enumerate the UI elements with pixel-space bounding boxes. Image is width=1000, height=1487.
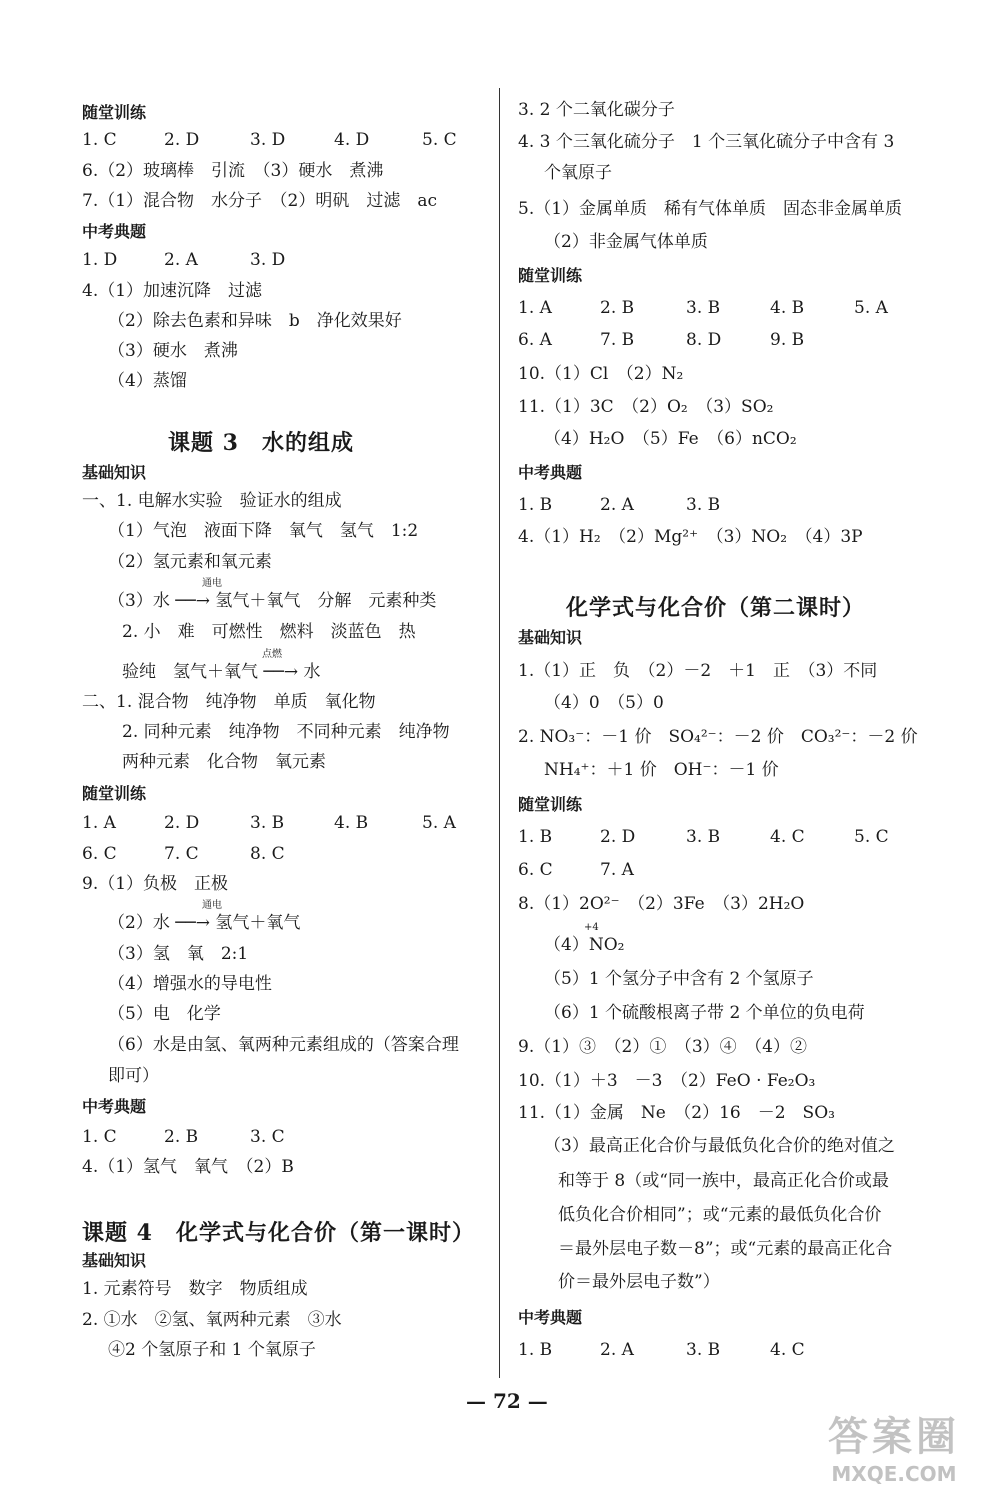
reaction-condition: 通电 (202, 578, 222, 589)
answer-line: 11.（1）3C （2）O₂ （3）SO₂ (518, 397, 774, 417)
answer-line (518, 860, 938, 880)
answer-cell: 4. B (770, 298, 805, 318)
answer-cell: 3. B (250, 813, 285, 833)
answer-line (82, 813, 502, 833)
answer-cell: 1. C (82, 130, 117, 150)
section-heading: 基础知识 (82, 1251, 147, 1270)
answer-line (518, 298, 938, 318)
answer-line: 1. 元素符号 数字 物质组成 (82, 1279, 308, 1299)
answer-line: （4）0 （5）0 (544, 693, 664, 713)
answer-cell: 1. A (82, 813, 116, 833)
answer-line: 4.（1）氢气 氧气 （2）B (82, 1157, 294, 1177)
answer-cell: 4. B (334, 813, 369, 833)
answer-line: （6）水是由氢、氧两种元素组成的（答案合理 (108, 1035, 459, 1055)
answer-line: （6）1 个硫酸根离子带 2 个单位的负电荷 (544, 1003, 865, 1023)
watermark-logo: 答案圈 (828, 1414, 960, 1460)
section-heading: 随堂训练 (82, 784, 147, 803)
answer-cell: 5. C (854, 827, 889, 847)
section-heading: 中考典题 (518, 463, 583, 482)
answer-line: NH₄⁺：＋1 价 OH⁻：－1 价 (544, 760, 779, 780)
answer-line: 9.（1）③ （2）① （3）④ （4）② (518, 1037, 807, 1057)
answer-line: （3）硬水 煮沸 (108, 341, 238, 361)
answer-cell: 1. B (518, 827, 553, 847)
answer-cell: 8. C (250, 844, 285, 864)
answer-line (82, 130, 502, 150)
answer-line: 二、1. 混合物 纯净物 单质 氧化物 (82, 692, 376, 712)
answer-cell: 3. D (250, 250, 286, 270)
answer-line: （2）水 ──→ 氢气＋氧气 (108, 913, 301, 933)
answer-cell: 4. C (770, 1340, 805, 1360)
answer-line: （2）氢元素和氧元素 (108, 552, 272, 572)
answer-line: 6.（2）玻璃棒 引流 （3）硬水 煮沸 (82, 161, 384, 181)
answer-line: 8.（1）2O²⁻ （2）3Fe （3）2H₂O (518, 894, 805, 914)
answer-cell: 8. D (686, 330, 722, 350)
answer-cell: 2. A (164, 250, 198, 270)
answer-line: 10.（1）＋3 －3 （2）FeO · Fe₂O₃ (518, 1071, 816, 1091)
reaction-condition: +4 (584, 922, 599, 933)
answer-line: 一、1. 电解水实验 验证水的组成 (82, 491, 342, 511)
answer-cell: 3. B (686, 1340, 721, 1360)
answer-cell: 7. B (600, 330, 635, 350)
answer-line: （4）增强水的导电性 (108, 974, 272, 994)
answer-line: （4）蒸馏 (108, 371, 187, 391)
answer-cell: 4. D (334, 130, 370, 150)
answer-cell: 1. A (518, 298, 552, 318)
answer-cell: 6. C (518, 860, 553, 880)
page-number: — 72 — (466, 1389, 548, 1413)
reaction-condition: 通电 (202, 900, 222, 911)
answer-cell: 1. B (518, 495, 553, 515)
section-heading: 基础知识 (518, 628, 583, 647)
answer-line: 个氧原子 (544, 163, 612, 183)
answer-line (518, 330, 938, 350)
answer-line: （5）电 化学 (108, 1004, 221, 1024)
answer-line: （5）1 个氢分子中含有 2 个氢原子 (544, 969, 814, 989)
answer-cell: 1. C (82, 1127, 117, 1147)
answer-line (82, 250, 502, 270)
answer-cell: 3. B (686, 827, 721, 847)
answer-line: 价＝最外层电子数”） (558, 1272, 720, 1292)
answer-cell: 5. C (422, 130, 457, 150)
answer-line: 即可） (108, 1066, 159, 1086)
answer-line (518, 495, 938, 515)
answer-cell: 1. B (518, 1340, 553, 1360)
answer-line: （3）最高正化合价与最低负化合价的绝对值之 (544, 1136, 895, 1156)
answer-cell: 6. A (518, 330, 552, 350)
answer-line: 10.（1）Cl （2）N₂ (518, 364, 684, 384)
answer-cell: 7. A (600, 860, 634, 880)
watermark (828, 1405, 960, 1486)
answer-cell: 2. D (600, 827, 636, 847)
answer-cell: 2. B (164, 1127, 199, 1147)
answer-line: 5.（1）金属单质 稀有气体单质 固态非金属单质 (518, 199, 903, 219)
answer-line: 2. 小 难 可燃性 燃料 淡蓝色 热 (122, 622, 416, 642)
reaction-condition: 点燃 (262, 649, 282, 660)
answer-cell: 5. A (422, 813, 456, 833)
answer-cell: 9. B (770, 330, 805, 350)
answer-line: （3）水 ──→ 氢气＋氧气 分解 元素种类 (108, 591, 437, 611)
answer-cell: 2. A (600, 495, 634, 515)
section-heading: 中考典题 (82, 1097, 147, 1116)
answer-line: 4.（1）H₂ （2）Mg²⁺ （3）NO₂ （4）3P (518, 527, 863, 547)
answer-cell: 2. D (164, 813, 200, 833)
answer-line: 4.（1）加速沉降 过滤 (82, 281, 263, 301)
answer-cell: 3. B (686, 495, 721, 515)
answer-cell: 2. D (164, 130, 200, 150)
answer-line: 9.（1）负极 正极 (82, 874, 229, 894)
answer-line: ④2 个氢原子和 1 个氧原子 (108, 1340, 316, 1360)
answer-cell: 7. C (164, 844, 199, 864)
answer-line: ＝最外层电子数－8”；或“元素的最高正化合 (558, 1239, 893, 1259)
column-divider (499, 88, 500, 1378)
answer-line: 和等于 8（或“同一族中，最高正化合价或最 (558, 1171, 889, 1191)
answer-cell: 1. D (82, 250, 118, 270)
lesson-title: 课题 3 水的组成 (168, 430, 354, 456)
answer-line: 2. 同种元素 纯净物 不同种元素 纯净物 (122, 722, 450, 742)
answer-line: （1）气泡 液面下降 氧气 氢气 1:2 (108, 521, 419, 541)
answer-line (518, 827, 938, 847)
answer-line: （3）氢 氧 2:1 (108, 944, 249, 964)
answer-line: 4. 3 个三氧化硫分子 1 个三氧化硫分子中含有 3 (518, 132, 895, 152)
section-heading: 随堂训练 (82, 103, 147, 122)
section-heading: 中考典题 (82, 222, 147, 241)
section-heading: 中考典题 (518, 1308, 583, 1327)
lesson-title: 课题 4 化学式与化合价（第一课时） (82, 1220, 475, 1246)
answer-cell: 3. B (686, 298, 721, 318)
answer-cell: 2. A (600, 1340, 634, 1360)
answer-cell: 4. C (770, 827, 805, 847)
watermark-url: MXQE.COM (831, 1462, 957, 1486)
answer-line: 1.（1）正 负 （2）－2 ＋1 正 （3）不同 (518, 661, 878, 681)
section-heading: 随堂训练 (518, 266, 583, 285)
answer-line: 11.（1）金属 Ne （2）16 －2 SO₃ (518, 1103, 835, 1123)
answer-line: 验纯 氢气＋氧气 ──→ 水 (122, 662, 321, 682)
answer-line: 两种元素 化合物 氧元素 (122, 752, 326, 772)
answer-line: （4）H₂O （5）Fe （6）nCO₂ (544, 429, 797, 449)
answer-cell: 6. C (82, 844, 117, 864)
section-heading: 基础知识 (82, 463, 147, 482)
answer-cell: 3. C (250, 1127, 285, 1147)
answer-cell: 3. D (250, 130, 286, 150)
answer-line: 7.（1）混合物 水分子 （2）明矾 过滤 ac (82, 191, 438, 211)
answer-cell: 2. B (600, 298, 635, 318)
answer-line: （2）除去色素和异味 b 净化效果好 (108, 311, 402, 331)
answer-cell: 5. A (854, 298, 888, 318)
answer-line: （2）非金属气体单质 (544, 232, 708, 252)
answer-line: 2. NO₃⁻：－1 价 SO₄²⁻：－2 价 CO₃²⁻：－2 价 (518, 727, 918, 747)
answer-line: 3. 2 个二氧化碳分子 (518, 100, 675, 120)
answer-line: （4）NO₂ (544, 935, 625, 955)
lesson-title: 化学式与化合价（第二课时） (566, 595, 866, 621)
answer-line (82, 1127, 502, 1147)
answer-line: 2. ①水 ②氢、氧两种元素 ③水 (82, 1310, 342, 1330)
section-heading: 随堂训练 (518, 795, 583, 814)
answer-line: 低负化合价相同”；或“元素的最低负化合价 (558, 1205, 882, 1225)
answer-line (518, 1340, 938, 1360)
answer-line (82, 844, 502, 864)
